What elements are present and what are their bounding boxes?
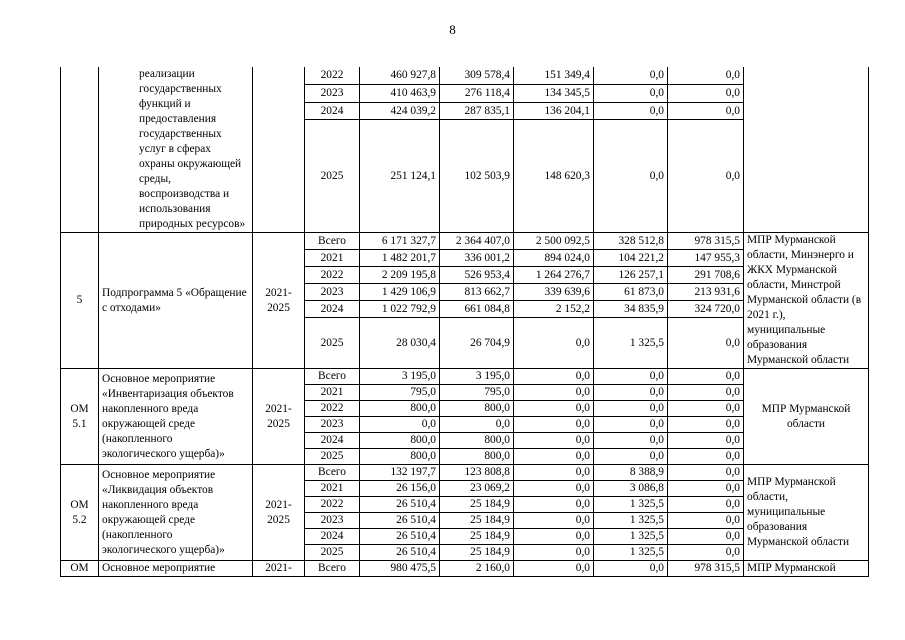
amount-cell: 0,0 (514, 465, 594, 481)
amount-cell: 800,0 (360, 433, 440, 449)
amount-cell: 800,0 (360, 401, 440, 417)
period-cell: 2021-2025 (253, 233, 305, 369)
amount-cell: 980 475,5 (360, 561, 440, 577)
amount-cell: 813 662,7 (440, 284, 514, 301)
responsible-cell: МПР Мурманской области (744, 369, 869, 465)
amount-cell: 1 325,5 (594, 318, 668, 369)
amount-cell: 1 429 106,9 (360, 284, 440, 301)
amount-cell: 23 069,2 (440, 481, 514, 497)
amount-cell: 410 463,9 (360, 85, 440, 103)
amount-cell: 0,0 (594, 561, 668, 577)
amount-cell: 148 620,3 (514, 120, 594, 233)
amount-cell: 0,0 (514, 433, 594, 449)
amount-cell: 978 315,5 (668, 561, 744, 577)
amount-cell: 424 039,2 (360, 102, 440, 120)
table-row (61, 369, 869, 385)
amount-cell: 102 503,9 (440, 120, 514, 233)
row-number-cell (61, 67, 99, 233)
amount-cell: 795,0 (360, 385, 440, 401)
amount-cell: 0,0 (668, 465, 744, 481)
year-cell: 2022 (305, 267, 360, 284)
amount-cell: 0,0 (668, 417, 744, 433)
amount-cell: 26 510,4 (360, 513, 440, 529)
amount-cell: 126 257,1 (594, 267, 668, 284)
amount-cell: 0,0 (668, 120, 744, 233)
row-number-cell: ОМ 5.1 (61, 369, 99, 465)
amount-cell: 0,0 (668, 67, 744, 85)
year-cell: 2023 (305, 513, 360, 529)
amount-cell: 2 209 195,8 (360, 267, 440, 284)
activity-name-cell: реализации государственных функций и предоставления государственных услуг в сферах охраны окружающей среды, воспроизводства и использования природных ресурсов» (99, 67, 253, 233)
amount-cell: 526 953,4 (440, 267, 514, 284)
amount-cell: 26 510,4 (360, 497, 440, 513)
amount-cell: 276 118,4 (440, 85, 514, 103)
amount-cell: 1 482 201,7 (360, 250, 440, 267)
amount-cell: 132 197,7 (360, 465, 440, 481)
year-cell: Всего (305, 465, 360, 481)
year-cell: Всего (305, 369, 360, 385)
amount-cell: 0,0 (594, 385, 668, 401)
amount-cell: 2 364 407,0 (440, 233, 514, 250)
amount-cell: 151 349,4 (514, 67, 594, 85)
amount-cell: 104 221,2 (594, 250, 668, 267)
table-row (61, 465, 869, 481)
amount-cell: 3 195,0 (360, 369, 440, 385)
amount-cell: 800,0 (360, 449, 440, 465)
activity-name-cell: Основное мероприятие «Ликвидация объектов накопленного вреда окружающей среде (накопленного экологического ущерба)» (99, 465, 253, 561)
amount-cell: 0,0 (514, 529, 594, 545)
amount-cell: 0,0 (668, 497, 744, 513)
amount-cell: 0,0 (514, 497, 594, 513)
responsible-cell (744, 67, 869, 233)
amount-cell: 661 084,8 (440, 301, 514, 318)
amount-cell: 0,0 (668, 481, 744, 497)
amount-cell: 0,0 (594, 102, 668, 120)
amount-cell: 25 184,9 (440, 545, 514, 561)
amount-cell: 0,0 (514, 385, 594, 401)
amount-cell: 134 345,5 (514, 85, 594, 103)
activity-name-cell: Основное мероприятие (99, 561, 253, 577)
amount-cell: 0,0 (514, 513, 594, 529)
amount-cell: 3 086,8 (594, 481, 668, 497)
amount-cell: 0,0 (594, 120, 668, 233)
amount-cell: 251 124,1 (360, 120, 440, 233)
amount-cell: 26 510,4 (360, 529, 440, 545)
amount-cell: 0,0 (668, 401, 744, 417)
year-cell: 2025 (305, 318, 360, 369)
amount-cell: 2 500 092,5 (514, 233, 594, 250)
table-row (61, 233, 869, 250)
amount-cell: 0,0 (514, 417, 594, 433)
amount-cell: 26 704,9 (440, 318, 514, 369)
amount-cell: 800,0 (440, 449, 514, 465)
amount-cell: 339 639,6 (514, 284, 594, 301)
period-cell (253, 67, 305, 233)
amount-cell: 0,0 (594, 369, 668, 385)
amount-cell: 0,0 (668, 449, 744, 465)
amount-cell: 28 030,4 (360, 318, 440, 369)
table-row (61, 561, 869, 577)
year-cell: 2024 (305, 301, 360, 318)
activity-name-cell: Подпрограмма 5 «Обращение с отходами» (99, 233, 253, 369)
year-cell: 2024 (305, 529, 360, 545)
amount-cell: 0,0 (594, 417, 668, 433)
amount-cell: 0,0 (668, 369, 744, 385)
page-number: 8 (449, 22, 456, 37)
year-cell: Всего (305, 233, 360, 250)
table-row (61, 67, 869, 85)
amount-cell: 0,0 (668, 545, 744, 561)
year-cell: 2024 (305, 102, 360, 120)
responsible-cell: МПР Мурманской области, Минэнерго и ЖКХ Мурманской области, Минстрой Мурманской области (в 2021 г.), муниципальные образования Мурманской области (744, 233, 869, 369)
amount-cell: 978 315,5 (668, 233, 744, 250)
year-cell: 2021 (305, 481, 360, 497)
amount-cell: 0,0 (668, 385, 744, 401)
period-cell: 2021-2025 (253, 369, 305, 465)
amount-cell: 26 510,4 (360, 545, 440, 561)
amount-cell: 0,0 (668, 102, 744, 120)
amount-cell: 291 708,6 (668, 267, 744, 284)
row-number-cell: 5 (61, 233, 99, 369)
amount-cell: 3 195,0 (440, 369, 514, 385)
amount-cell: 0,0 (594, 449, 668, 465)
amount-cell: 287 835,1 (440, 102, 514, 120)
period-cell: 2021- (253, 561, 305, 577)
amount-cell: 1 325,5 (594, 497, 668, 513)
amount-cell: 6 171 327,7 (360, 233, 440, 250)
amount-cell: 0,0 (514, 369, 594, 385)
year-cell: 2025 (305, 120, 360, 233)
year-cell: Всего (305, 561, 360, 577)
year-cell: 2023 (305, 284, 360, 301)
amount-cell: 2 152,2 (514, 301, 594, 318)
year-cell: 2025 (305, 545, 360, 561)
amount-cell: 0,0 (514, 481, 594, 497)
amount-cell: 0,0 (594, 433, 668, 449)
amount-cell: 34 835,9 (594, 301, 668, 318)
responsible-cell: МПР Мурманской области, муниципальные образования Мурманской области (744, 465, 869, 561)
amount-cell: 309 578,4 (440, 67, 514, 85)
amount-cell: 61 873,0 (594, 284, 668, 301)
amount-cell: 0,0 (514, 545, 594, 561)
amount-cell: 800,0 (440, 401, 514, 417)
amount-cell: 0,0 (440, 417, 514, 433)
amount-cell: 25 184,9 (440, 529, 514, 545)
amount-cell: 800,0 (440, 433, 514, 449)
amount-cell: 2 160,0 (440, 561, 514, 577)
amount-cell: 0,0 (594, 401, 668, 417)
table-body (61, 67, 869, 577)
amount-cell: 0,0 (668, 85, 744, 103)
activity-name-cell: Основное мероприятие «Инвентаризация объектов накопленного вреда окружающей среде (накопленного экологического ущерба)» (99, 369, 253, 465)
amount-cell: 0,0 (594, 67, 668, 85)
year-cell: 2022 (305, 67, 360, 85)
budget-table (60, 67, 869, 577)
year-cell: 2021 (305, 250, 360, 267)
amount-cell: 0,0 (668, 529, 744, 545)
amount-cell: 336 001,2 (440, 250, 514, 267)
amount-cell: 1 264 276,7 (514, 267, 594, 284)
amount-cell: 25 184,9 (440, 513, 514, 529)
amount-cell: 0,0 (668, 433, 744, 449)
amount-cell: 0,0 (594, 85, 668, 103)
amount-cell: 324 720,0 (668, 301, 744, 318)
amount-cell: 123 808,8 (440, 465, 514, 481)
amount-cell: 213 931,6 (668, 284, 744, 301)
year-cell: 2023 (305, 85, 360, 103)
amount-cell: 136 204,1 (514, 102, 594, 120)
amount-cell: 0,0 (514, 561, 594, 577)
year-cell: 2022 (305, 401, 360, 417)
amount-cell: 8 388,9 (594, 465, 668, 481)
amount-cell: 0,0 (514, 449, 594, 465)
amount-cell: 26 156,0 (360, 481, 440, 497)
period-cell: 2021-2025 (253, 465, 305, 561)
amount-cell: 1 325,5 (594, 513, 668, 529)
amount-cell: 0,0 (514, 401, 594, 417)
amount-cell: 894 024,0 (514, 250, 594, 267)
amount-cell: 795,0 (440, 385, 514, 401)
year-cell: 2025 (305, 449, 360, 465)
amount-cell: 460 927,8 (360, 67, 440, 85)
row-number-cell: ОМ 5.2 (61, 465, 99, 561)
amount-cell: 0,0 (668, 318, 744, 369)
row-number-cell: ОМ (61, 561, 99, 577)
year-cell: 2021 (305, 385, 360, 401)
amount-cell: 1 022 792,9 (360, 301, 440, 318)
amount-cell: 1 325,5 (594, 529, 668, 545)
amount-cell: 0,0 (668, 513, 744, 529)
amount-cell: 0,0 (360, 417, 440, 433)
year-cell: 2024 (305, 433, 360, 449)
amount-cell: 0,0 (514, 318, 594, 369)
year-cell: 2023 (305, 417, 360, 433)
year-cell: 2022 (305, 497, 360, 513)
responsible-cell: МПР Мурманской (744, 561, 869, 577)
amount-cell: 147 955,3 (668, 250, 744, 267)
amount-cell: 25 184,9 (440, 497, 514, 513)
amount-cell: 1 325,5 (594, 545, 668, 561)
amount-cell: 328 512,8 (594, 233, 668, 250)
